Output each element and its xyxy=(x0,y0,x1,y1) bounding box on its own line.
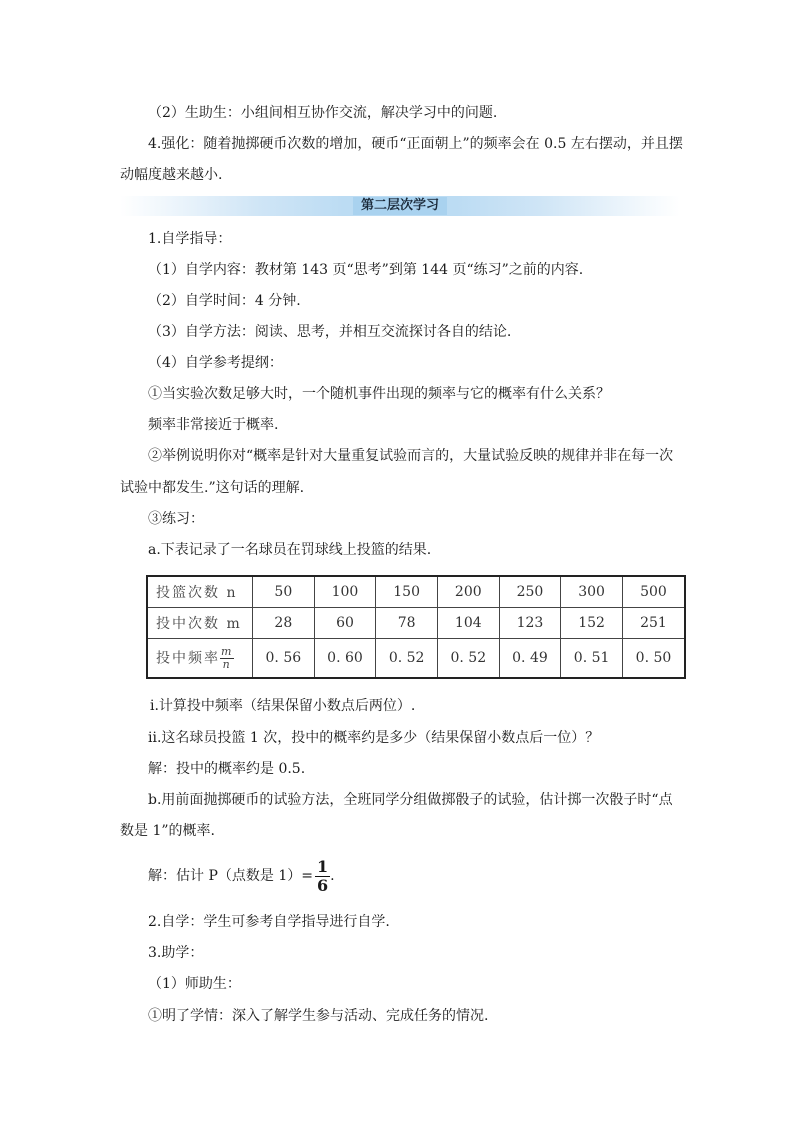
results-table xyxy=(146,575,686,679)
text-line: （1）自学内容：教材第 143 页“思考”到第 144 页“练习”之前的内容. xyxy=(148,262,584,278)
table-cell: 300 xyxy=(561,576,623,608)
text-line: ③练习： xyxy=(148,511,204,527)
text-line: ①明了学情：深入了解学生参与活动、完成任务的情况. xyxy=(148,1008,489,1024)
text-line: 4.强化：随着抛掷硬币次数的增加，硬币“正面朝上”的频率会在 0.5 左右摆动，并且摆 xyxy=(148,136,683,152)
table-cell: 78 xyxy=(376,608,438,639)
table-cell: 0. 51 xyxy=(561,639,623,679)
table-cell: 500 xyxy=(622,576,685,608)
fraction-numerator: 1 xyxy=(316,856,329,876)
row-header-label: 投中频率 xyxy=(156,650,220,666)
table-cell: 60 xyxy=(314,608,376,639)
text-line: 动幅度越来越小. xyxy=(120,167,223,183)
fraction-denominator: 6 xyxy=(316,875,329,895)
text-line: 1.自学指导： xyxy=(148,231,232,247)
text-line: ⅱ.这名球员投篮 1 次，投中的概率约是多少（结果保留小数点后一位）？ xyxy=(148,730,600,746)
table-row xyxy=(147,639,685,679)
table-cell: 0. 50 xyxy=(622,639,685,679)
table-cell: 0. 60 xyxy=(314,639,376,679)
table-cell: 0. 56 xyxy=(253,639,315,679)
text-line: 数是 1”的概率. xyxy=(120,823,215,839)
table-cell: 0. 52 xyxy=(376,639,438,679)
text-line: 2.自学：学生可参考自学指导进行自学. xyxy=(148,914,390,930)
table-cell: 0. 52 xyxy=(437,639,499,679)
text-line: （4）自学参考提纲： xyxy=(148,355,283,371)
text-line: （2）自学时间：4 分钟. xyxy=(148,293,301,309)
table-row xyxy=(147,608,685,639)
text-line: ⅰ.计算投中频率（结果保留小数点后两位）. xyxy=(150,698,416,714)
answer-prefix: 解：估计 P（点数是 1）= xyxy=(148,868,313,884)
text-line: ②举例说明你对“概率是针对大量重复试验而言的，大量试验反映的规律并非在每一次 xyxy=(148,448,674,464)
text-line: 解：投中的概率约是 0.5. xyxy=(148,761,306,777)
row-header xyxy=(147,639,253,679)
section-banner xyxy=(120,196,680,216)
table-cell: 0. 49 xyxy=(499,639,561,679)
fraction xyxy=(315,858,330,895)
text-line: 3.助学： xyxy=(148,945,204,961)
text-line: b.用前面抛掷硬币的试验方法，全班同学分组做掷骰子的试验，估计掷一次骰子时“点 xyxy=(148,792,673,808)
text-line: （3）自学方法：阅读、思考，并相互交流探讨各自的结论. xyxy=(148,324,512,340)
fraction xyxy=(220,646,234,671)
table-cell: 50 xyxy=(253,576,315,608)
table-row xyxy=(147,576,685,608)
text-line: （1）师助生： xyxy=(148,976,241,992)
table-cell: 152 xyxy=(561,608,623,639)
table-cell: 200 xyxy=(437,576,499,608)
table-cell: 250 xyxy=(499,576,561,608)
table-cell: 104 xyxy=(437,608,499,639)
table-cell: 150 xyxy=(376,576,438,608)
text-line: a.下表记录了一名球员在罚球线上投篮的结果. xyxy=(148,542,432,558)
text-line: 频率非常接近于概率. xyxy=(148,417,279,433)
row-header: 投中次数 m xyxy=(147,608,253,639)
table-cell: 251 xyxy=(622,608,685,639)
table-cell: 28 xyxy=(253,608,315,639)
table-cell: 100 xyxy=(314,576,376,608)
answer-suffix: . xyxy=(330,868,335,884)
table-cell: 123 xyxy=(499,608,561,639)
text-line: 试验中都发生.”这句话的理解. xyxy=(120,480,305,496)
row-header: 投篮次数 n xyxy=(147,576,253,608)
section-title: 第二层次学习 xyxy=(353,197,447,215)
text-line: （2）生助生：小组间相互协作交流，解决学习中的问题. xyxy=(148,105,498,121)
text-line xyxy=(148,856,335,896)
text-line: ①当实验次数足够大时，一个随机事件出现的频率与它的概率有什么关系？ xyxy=(148,386,610,402)
fraction-denominator: n xyxy=(222,657,232,671)
fraction-numerator: m xyxy=(221,644,234,658)
